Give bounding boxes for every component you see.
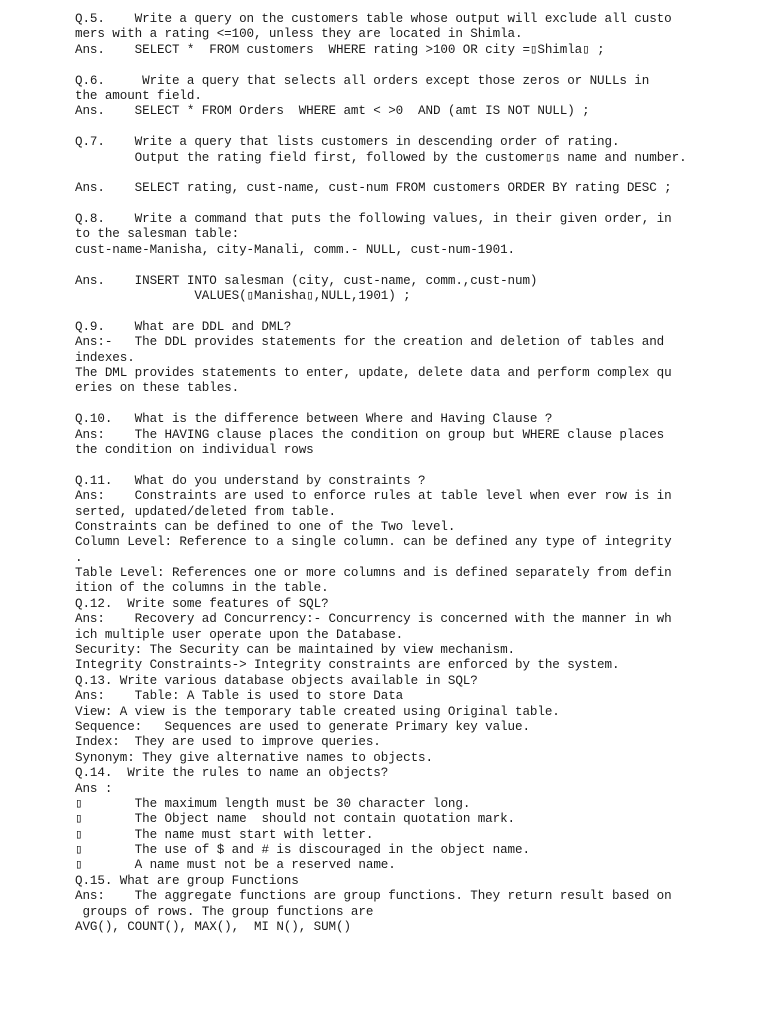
text-line: Ans. SELECT * FROM customers WHERE rating >100 OR city =▯Shimla▯ ; — [75, 42, 605, 57]
text-line: Ans. SELECT rating, cust-name, cust-num FROM customers ORDER BY rating DESC ; — [75, 181, 672, 196]
text-line: eries on these tables. — [75, 381, 240, 396]
blank-line — [75, 166, 755, 181]
text-line: Ans:- The DDL provides statements for the creation and deletion of tables and — [75, 335, 665, 350]
text-line: The DML provides statements to enter, update, delete data and perform complex qu — [75, 365, 672, 380]
blank-line — [75, 258, 755, 273]
blank-line — [75, 458, 755, 473]
text-line: serted, updated/deleted from table. — [75, 504, 337, 519]
text-line: View: A view is the temporary table created using Original table. — [75, 704, 560, 719]
text-line: Index: They are used to improve queries. — [75, 735, 381, 750]
text-line: Ans: Constraints are used to enforce rules at table level when ever row is in — [75, 489, 672, 504]
blank-line — [75, 58, 755, 73]
text-line: the condition on individual rows — [75, 442, 314, 457]
text-line: Ans: Recovery ad Concurrency:- Concurrency is concerned with the manner in wh — [75, 612, 672, 627]
text-line: ▯ The name must start with letter. — [75, 827, 374, 842]
blank-line — [75, 197, 755, 212]
text-line: Output the rating field first, followed by the customer▯s name and number. — [75, 150, 687, 165]
text-line: Ans: The HAVING clause places the condition on group but WHERE clause places — [75, 427, 665, 442]
text-line: Q.8. Write a command that puts the following values, in their given order, in — [75, 212, 672, 227]
text-line: . — [75, 550, 83, 565]
text-line: AVG(), COUNT(), MAX(), MI N(), SUM() — [75, 920, 351, 935]
text-line: groups of rows. The group functions are — [75, 904, 374, 919]
blank-line — [75, 304, 755, 319]
text-line: Security: The Security can be maintained by view mechanism. — [75, 643, 515, 658]
text-line: Q.10. What is the difference between Where and Having Clause ? — [75, 412, 553, 427]
text-line: mers with a rating <=100, unless they are located in Shimla. — [75, 27, 523, 42]
text-line: ition of the columns in the table. — [75, 581, 329, 596]
text-line: Ans : — [75, 781, 113, 796]
text-line: Q.9. What are DDL and DML? — [75, 319, 292, 334]
text-line: Ans. SELECT * FROM Orders WHERE amt < >0 AND (amt IS NOT NULL) ; — [75, 104, 590, 119]
text-line: VALUES(▯Manisha▯,NULL,1901) ; — [75, 289, 411, 304]
text-line: Q.5. Write a query on the customers table whose output will exclude all custo — [75, 12, 672, 26]
text-line: Q.14. Write the rules to name an objects? — [75, 766, 389, 781]
text-line: Constraints can be defined to one of the Two level. — [75, 519, 456, 534]
text-line: Ans: Table: A Table is used to store Data — [75, 689, 404, 704]
text-line: indexes. — [75, 350, 135, 365]
text-line: ▯ The Object name should not contain quotation mark. — [75, 812, 516, 827]
blank-line — [75, 120, 755, 135]
text-line: Ans. INSERT INTO salesman (city, cust-name, comm.,cust-num) — [75, 273, 538, 288]
text-line: ▯ The maximum length must be 30 character long. — [75, 796, 471, 811]
text-line: Ans: The aggregate functions are group functions. They return result based on — [75, 889, 672, 904]
text-line: Q.7. Write a query that lists customers in descending order of rating. — [75, 135, 620, 150]
text-line: Q.6. Write a query that selects all orders except those zeros or NULLs in — [75, 73, 650, 88]
text-line: Q.11. What do you understand by constraints ? — [75, 473, 426, 488]
text-line: Q.13. Write various database objects available in SQL? — [75, 673, 478, 688]
text-line: Table Level: References one or more columns and is defined separately from defin — [75, 566, 672, 581]
text-line: Q.12. Write some features of SQL? — [75, 596, 329, 611]
document-body — [75, 12, 755, 935]
text-line: Column Level: Reference to a single column. can be defined any type of integrity — [75, 535, 672, 550]
text-line: ▯ A name must not be a reserved name. — [75, 858, 396, 873]
blank-line — [75, 397, 755, 412]
text-line: Q.15. What are group Functions — [75, 873, 299, 888]
text-line: ich multiple user operate upon the Database. — [75, 627, 404, 642]
text-line: Synonym: They give alternative names to objects. — [75, 750, 433, 765]
text-line: Integrity Constraints-> Integrity constraints are enforced by the system. — [75, 658, 620, 673]
text-line: cust-name-Manisha, city-Manali, comm.- NULL, cust-num-1901. — [75, 242, 515, 257]
text-line: ▯ The use of $ and # is discouraged in the object name. — [75, 843, 530, 858]
text-line: the amount field. — [75, 88, 202, 103]
text-line: to the salesman table: — [75, 227, 240, 242]
text-line: Sequence: Sequences are used to generate Primary key value. — [75, 719, 530, 734]
